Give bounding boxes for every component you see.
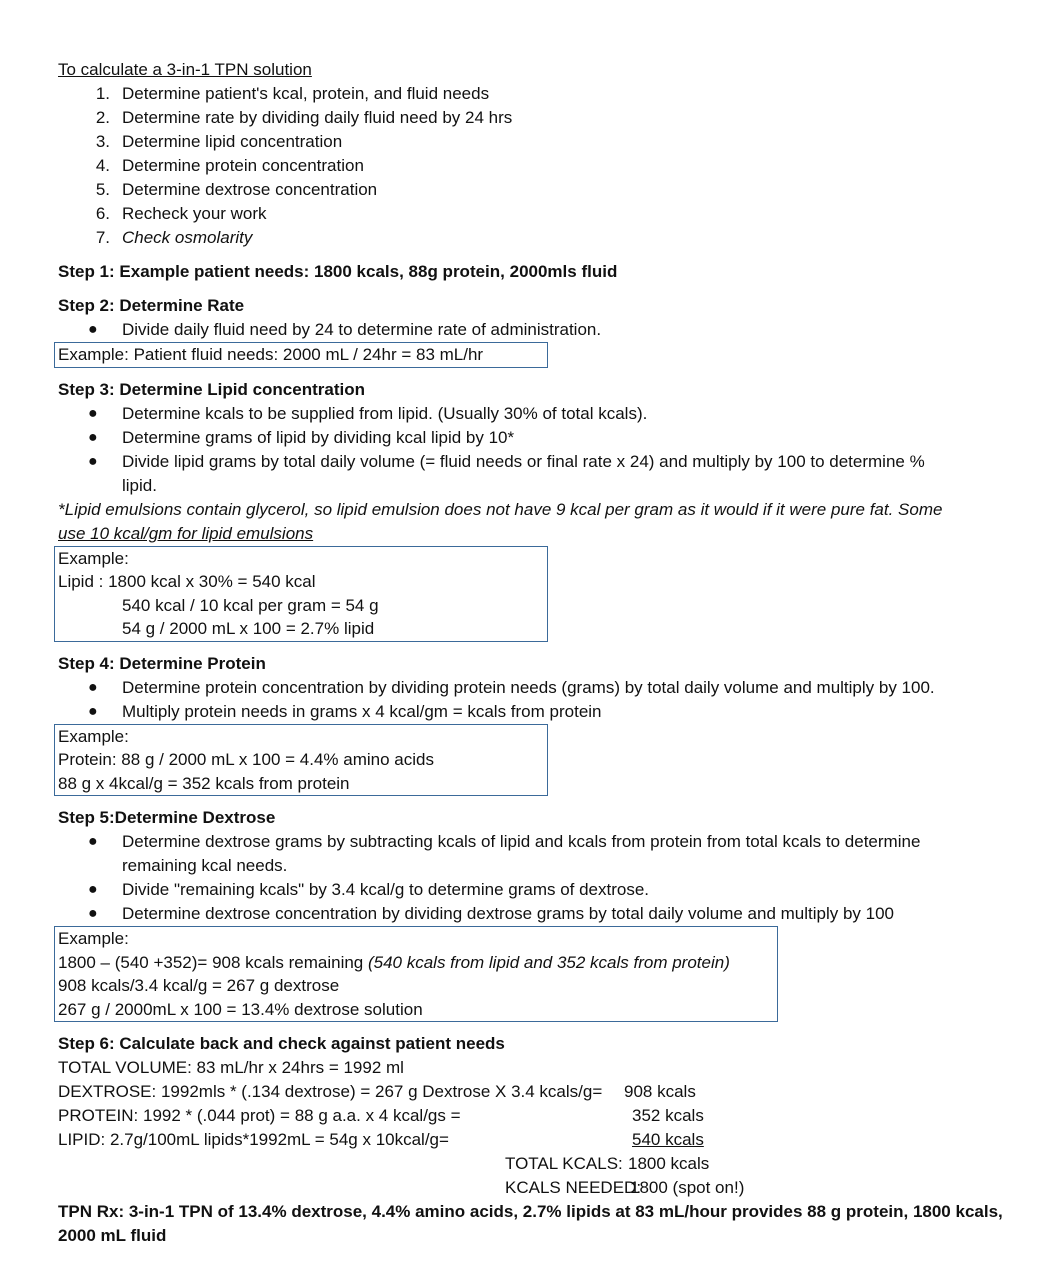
- lipid-footnote-line2: use 10 kcal/gm for lipid emulsions: [58, 523, 314, 543]
- example-line: 1800 – (540 +352)= 908 kcals remaining (540 kcals from lipid and 352 kcals from protein): [58, 952, 730, 972]
- list-item: lipid.: [122, 475, 157, 495]
- calc-value: 352 kcals: [632, 1106, 704, 1125]
- list-item: ● Determine dextrose concentration by dividing dextrose grams by total daily volume and multiply by 100: [88, 904, 895, 923]
- kcals-needed-row: [58, 1176, 1008, 1200]
- step3-bullets: [58, 402, 1008, 498]
- intro-heading: To calculate a 3-in-1 TPN solution: [58, 60, 312, 79]
- step3-example-box: [54, 546, 548, 642]
- example-line: 88 g x 4kcal/g = 352 kcals from protein: [58, 773, 350, 793]
- calc-value: 908 kcals: [624, 1082, 696, 1101]
- list-item: ● Divide daily fluid need by 24 to determine rate of administration.: [88, 320, 602, 339]
- tpn-rx-line2: 2000 mL fluid: [58, 1226, 167, 1245]
- step5-bullets: [58, 830, 1008, 926]
- total-value: 1800 kcals: [628, 1154, 710, 1173]
- calc-label: DEXTROSE: 1992mls * (.134 dextrose) = 267 g Dextrose X 3.4 kcals/g=: [58, 1082, 603, 1101]
- list-item: ● Determine protein concentration by dividing protein needs (grams) by total daily volume and multiply by 100.: [88, 677, 935, 697]
- list-item: 1. Determine patient's kcal, protein, and fluid needs: [95, 84, 490, 103]
- calc-value: 540 kcals: [632, 1130, 704, 1149]
- list-item: ● Multiply protein needs in grams x 4 kcal/gm = kcals from protein: [88, 701, 602, 721]
- total-label: TOTAL KCALS:: [505, 1154, 623, 1173]
- step1-heading: Step 1: Example patient needs: 1800 kcals, 88g protein, 2000mls fluid: [58, 262, 618, 281]
- calc-label: LIPID: 2.7g/100mL lipids*1992mL = 54g x 10kcal/g=: [58, 1130, 449, 1149]
- step5-heading: Step 5:Determine Dextrose: [58, 808, 276, 827]
- example-title: Example:: [58, 726, 129, 746]
- list-item: 4. Determine protein concentration: [95, 156, 364, 175]
- tpn-rx-line1: TPN Rx: 3-in-1 TPN of 13.4% dextrose, 4.4% amino acids, 2.7% lipids at 83 mL/hour provides 88 g protein, 1800 kcals,: [58, 1202, 1003, 1221]
- step4-example-box: [54, 724, 548, 797]
- protein-calc-row: [58, 1104, 1008, 1128]
- list-item: 6. Recheck your work: [95, 204, 267, 223]
- total-volume-line: TOTAL VOLUME: 83 mL/hr x 24hrs = 1992 ml: [58, 1058, 404, 1077]
- list-item: 3. Determine lipid concentration: [95, 132, 343, 151]
- list-item: ● Divide "remaining kcals" by 3.4 kcal/g to determine grams of dextrose.: [88, 880, 650, 899]
- document-page: [58, 58, 1008, 1248]
- list-item: 2. Determine rate by dividing daily fluid need by 24 hrs: [95, 108, 513, 127]
- step4-heading: Step 4: Determine Protein: [58, 653, 266, 673]
- step3-heading: Step 3: Determine Lipid concentration: [58, 379, 365, 399]
- list-item: 5. Determine dextrose concentration: [95, 180, 378, 199]
- list-item: 7. Check osmolarity: [95, 228, 253, 247]
- list-item: ● Divide lipid grams by total daily volume (= fluid needs or final rate x 24) and multiply by 100 to determine %: [88, 451, 925, 471]
- needed-label: KCALS NEEDED:: [505, 1178, 642, 1197]
- example-line: 540 kcal / 10 kcal per gram = 54 g: [122, 595, 379, 615]
- example-title: Example:: [58, 548, 129, 568]
- step4-bullets: [58, 676, 1008, 724]
- step2-example-text: Example: Patient fluid needs: 2000 mL / 24hr = 83 mL/hr: [58, 345, 484, 364]
- list-item: ● Determine kcals to be supplied from lipid. (Usually 30% of total kcals).: [88, 403, 648, 423]
- step6-heading: Step 6: Calculate back and check against patient needs: [58, 1034, 505, 1053]
- lipid-footnote-line1: *Lipid emulsions contain glycerol, so lipid emulsion does not have 9 kcal per gram as it would if it were pure fat. Some: [58, 499, 943, 519]
- list-item: remaining kcal needs.: [122, 856, 288, 875]
- example-line: Lipid : 1800 kcal x 30% = 540 kcal: [58, 572, 316, 591]
- total-kcals-row: [58, 1152, 1008, 1176]
- step2-bullets: [58, 318, 1008, 342]
- example-line: Protein: 88 g / 2000 mL x 100 = 4.4% amino acids: [58, 750, 434, 769]
- example-line: 54 g / 2000 mL x 100 = 2.7% lipid: [122, 619, 375, 638]
- example-line: 267 g / 2000mL x 100 = 13.4% dextrose solution: [58, 999, 423, 1019]
- needed-value: 1800 (spot on!): [630, 1178, 745, 1197]
- step5-example-box: [54, 926, 778, 1022]
- step2-example-box: [54, 342, 548, 368]
- calc-label: PROTEIN: 1992 * (.044 prot) = 88 g a.a. x 4 kcal/gs =: [58, 1106, 461, 1125]
- dextrose-calc-row: [58, 1080, 1008, 1104]
- step2-heading: Step 2: Determine Rate: [58, 296, 245, 315]
- example-line: 908 kcals/3.4 kcal/g = 267 g dextrose: [58, 976, 340, 995]
- example-title: Example:: [58, 929, 129, 948]
- list-item: ● Determine grams of lipid by dividing kcal lipid by 10*: [88, 427, 515, 447]
- lipid-calc-row: [58, 1128, 1008, 1152]
- list-item: ● Determine dextrose grams by subtracting kcals of lipid and kcals from protein from total kcals to determine: [88, 832, 921, 851]
- intro-steps-list: [58, 82, 1008, 250]
